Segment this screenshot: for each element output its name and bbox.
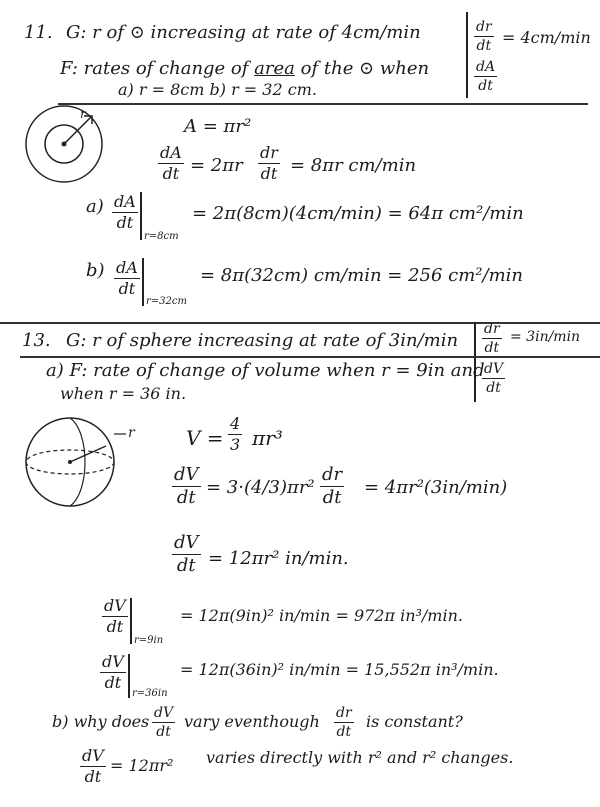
problem-11-number: 11. [24, 22, 53, 43]
question-b-fraction-1 [152, 706, 175, 739]
circle-figure [18, 104, 114, 188]
part-a-subscript: r=8cm [144, 231, 179, 242]
part-a-den: dt [116, 213, 134, 232]
volume-formula-lhs: V = [186, 426, 224, 450]
volume-derivative2-den: dt [176, 555, 196, 576]
circle-radius-label: r [80, 107, 86, 121]
problem-13-find-line2: when r = 36 in. [60, 384, 187, 403]
area-derivative-fraction [158, 145, 184, 182]
volume-derivative2-fraction [172, 534, 201, 575]
volume-derivative-dr-den: dt [322, 487, 342, 508]
given-find-divider [466, 12, 468, 98]
volume-formula-frac-den: 3 [230, 435, 241, 454]
volume-derivative-dr-num: dr [322, 464, 343, 485]
eval-b-equation: = 12π(36in)² in/min = 15,552π in³/min. [180, 660, 499, 679]
given-rate-den-13: dt [484, 340, 500, 356]
area-derivative-dr-fraction [258, 145, 280, 182]
problem-11-given: G: r of ⊙ increasing at rate of 4cm/min [66, 22, 421, 43]
part-a-label: a) [86, 196, 104, 217]
part-a-fraction [112, 194, 138, 231]
volume-derivative-dr-fraction [320, 466, 344, 507]
eval-a-num: dV [104, 596, 126, 615]
given-rate-num: dr [476, 19, 492, 35]
given-rate-den: dt [476, 38, 492, 54]
problem-13-number: 13. [22, 330, 51, 351]
eval-b-subscript: r=36in [132, 688, 168, 699]
eval-a-subscript: r=9in [134, 635, 164, 646]
find-rate-num: dA [476, 59, 496, 75]
question-b-num-1: dV [154, 705, 174, 721]
eval-a-fraction [102, 598, 128, 635]
area-derivative-mid: = 2πr [190, 155, 243, 176]
part-b-equation: = 8π(32cm) cm/min = 256 cm²/min [200, 265, 523, 286]
find-rate-fraction [474, 60, 497, 93]
volume-formula-rest: πr³ [252, 426, 283, 450]
answer-text: varies directly with r² and r² changes. [206, 748, 514, 767]
volume-derivative2-num: dV [174, 532, 199, 553]
question-b-middle: vary eventhough [184, 712, 320, 731]
volume-derivative-den: dt [176, 487, 196, 508]
volume-formula-frac-num: 4 [230, 414, 241, 433]
answer-num: dV [82, 746, 104, 765]
question-b-suffix: is constant? [366, 712, 463, 731]
given-rate-fraction [474, 20, 494, 53]
part-a-num: dA [114, 192, 136, 211]
given-rate-value: = 4cm/min [502, 28, 591, 47]
volume-derivative2-equation: = 12πr² in/min. [208, 548, 349, 569]
problem-11-find-parts: a) r = 8cm b) r = 32 cm. [118, 80, 317, 99]
eval-b-fraction [100, 654, 126, 691]
problem-separator [0, 322, 600, 324]
volume-derivative-result: = 4πr²(3in/min) [364, 477, 508, 498]
sphere-figure [14, 412, 132, 510]
answer-den: dt [84, 767, 102, 786]
part-b-eval-bar [142, 258, 144, 306]
volume-derivative-num: dV [174, 464, 199, 485]
problem-11-find [60, 60, 429, 78]
eval-a-equation: = 12π(9in)² in/min = 972π in³/min. [180, 606, 463, 625]
part-a-eval-bar [140, 192, 142, 240]
sphere-radius-label: r [128, 425, 135, 441]
part-b-num: dA [116, 258, 138, 277]
eval-a-bar [130, 598, 132, 644]
area-derivative-den: dt [162, 164, 180, 183]
part-a-equation: = 2π(8cm)(4cm/min) = 64π cm²/min [192, 203, 524, 224]
area-derivative-num: dA [160, 143, 182, 162]
volume-derivative-fraction [172, 466, 201, 507]
given-rate-value-13: = 3in/min [510, 329, 581, 345]
part-b-subscript: r=32cm [146, 296, 187, 307]
part-b-label: b) [86, 260, 105, 281]
volume-formula-fraction [228, 416, 242, 453]
given-rate-fraction-13 [482, 322, 502, 355]
area-formula: A = πr² [184, 116, 252, 137]
question-b-den-2: dt [336, 724, 352, 740]
eval-b-num: dV [102, 652, 124, 671]
find-prefix: F: rates of change of [60, 58, 249, 79]
eval-a-den: dt [106, 617, 124, 636]
answer-equation: = 12πr² [110, 756, 174, 775]
problem-13-given: G: r of sphere increasing at rate of 3in/min [66, 330, 459, 351]
find-rate-fraction-13 [482, 362, 505, 395]
volume-derivative-mid: = 3·(4/3)πr² [206, 477, 315, 498]
find-suffix: of the ⊙ when [300, 58, 430, 79]
part-b-fraction [114, 260, 140, 297]
question-b-prefix: b) why does [52, 712, 150, 731]
problem-13-find-line1: a) F: rate of change of volume when r = 9in and [46, 360, 485, 381]
eval-b-den: dt [104, 673, 122, 692]
find-rate-num-13: dV [484, 361, 504, 377]
question-b-fraction-2 [334, 706, 354, 739]
find-underlined-word: area [254, 58, 295, 79]
given-rate-num-13: dr [484, 321, 500, 337]
answer-fraction [80, 748, 106, 785]
find-rate-den: dt [478, 78, 493, 94]
section-divider [58, 103, 588, 105]
given-underline-13 [20, 356, 600, 358]
question-b-den-1: dt [156, 724, 171, 740]
area-derivative-result: = 8πr cm/min [290, 155, 417, 176]
area-derivative-dr-den: dt [260, 164, 278, 183]
question-b-num-2: dr [336, 705, 352, 721]
eval-b-bar [128, 654, 130, 698]
area-derivative-dr-num: dr [260, 143, 278, 162]
find-rate-den-13: dt [486, 380, 501, 396]
part-b-den: dt [118, 279, 136, 298]
